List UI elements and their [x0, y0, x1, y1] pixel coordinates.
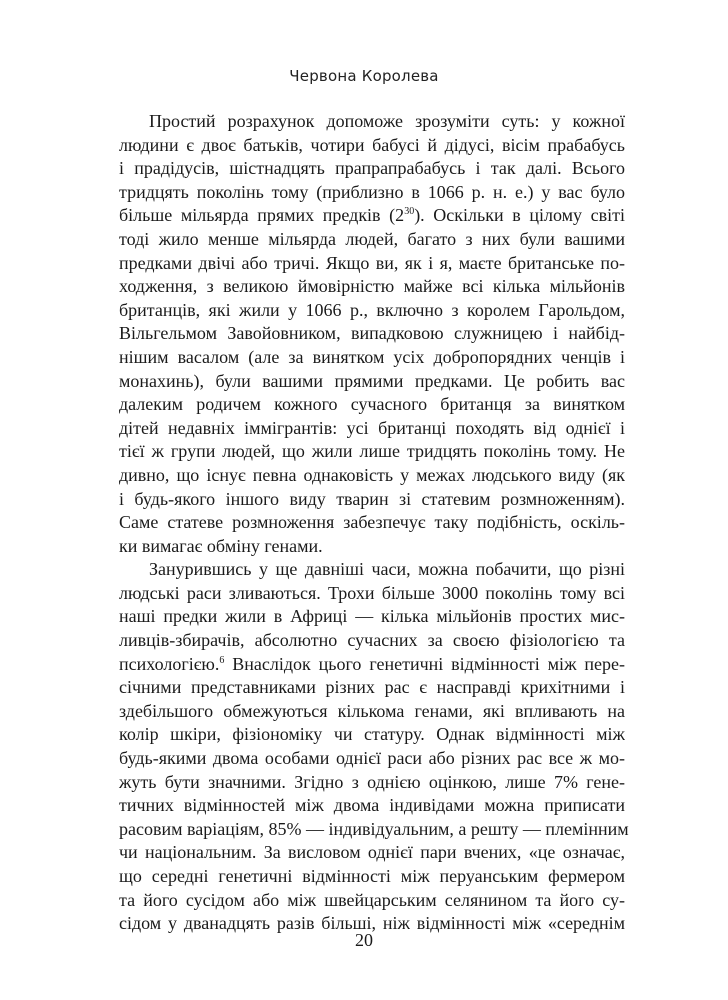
text-line: предками двічі або тричі. Якщо ви, як і я, маєте британське по-: [119, 252, 625, 273]
text-line: січними представниками різних рас є насправді крихітними і: [119, 677, 625, 698]
text-line: монахинь), були вашими прямими предками. Це робить вас: [119, 370, 625, 391]
text-line: і будь-якого іншого виду тварин зі статевим розмноженням).: [119, 488, 625, 509]
text-line: тоді жило менше мільярда людей, багато з них були вашими: [119, 228, 625, 249]
text-line: колір шкіри, фізіономіку чи статуру. Однак відмінності між: [119, 724, 625, 745]
text-line: ки вимагає обміну генами.: [119, 535, 323, 556]
text-line: ходження, з великою ймовірністю майже всі кілька мільйонів: [119, 276, 625, 297]
text-fragment: психологією.: [119, 653, 220, 674]
footnote-marker[interactable]: 6: [219, 654, 225, 666]
text-line: Вільгельмом Завойовником, випадковою служницею і найбід-: [119, 323, 625, 344]
paragraph: [119, 110, 625, 558]
text-line: ливців-збирачів, абсолютно сучасних за своєю фізіологією та: [119, 630, 625, 651]
text-line: та його сусідом або між швейцарським селянином та його су-: [119, 889, 625, 910]
text-fragment: більше мільярда прямих предків (2: [119, 205, 405, 226]
text-line: Саме статеве розмноження забезпечує таку подібність, оскіль-: [119, 512, 625, 533]
text-line: тичних відмінностей між двома індивідами можна приписати: [119, 795, 625, 816]
text-line: далеким родичем кожного сучасного британця за винятком: [119, 394, 625, 415]
text-line: здебільшого обмежуються кількома генами, які впливають на: [119, 700, 625, 721]
page-number: 20: [355, 930, 373, 950]
body-text: [119, 110, 629, 936]
text-line: нішим васалом (але за винятком усіх добропорядних ченців і: [119, 346, 625, 367]
paragraph: [119, 558, 629, 936]
text-fragment: ). Оскільки в цілому світі: [414, 205, 625, 226]
text-line: тридцять поколінь тому (приблизно в 1066 р. н. е.) у вас було: [119, 181, 625, 202]
text-line: і прадідусів, шістнадцять прапрапрабабусь і так далі. Всього: [119, 158, 625, 179]
exponent: 30: [404, 206, 415, 218]
running-header: Червона Королева: [289, 67, 439, 85]
text-line: дивно, що існує певна однаковість у межах людського виду (як: [119, 464, 625, 485]
text-line: [119, 653, 625, 677]
text-line: дітей недавніх іммігрантів: усі британці походять від однієї і: [119, 417, 625, 438]
text-line: чи національним. За висловом однієї пари вчених, «це означає,: [119, 842, 625, 863]
text-line: людські раси зливаються. Трохи більше 3000 поколінь тому всі: [119, 582, 625, 603]
text-line: британців, які жили у 1066 р., включно з королем Гарольдом,: [119, 299, 625, 320]
text-line: сідом у дванадцять разів більші, ніж відмінності між «середнім: [119, 913, 625, 934]
text-line: Занурившись у ще давніші часи, можна побачити, що різні: [149, 559, 625, 580]
text-line: тієї ж групи людей, що жили лише тридцять поколінь тому. Не: [119, 441, 625, 462]
text-line: жуть бути значними. Згідно з однією оцінкою, лише 7% гене-: [119, 771, 625, 792]
text-line: що середні генетичні відмінності між перуанським фермером: [119, 866, 625, 886]
text-line: наші предки жили в Африці — кілька мільйонів простих мис-: [119, 606, 625, 627]
text-line: [119, 204, 625, 228]
text-line: расовим варіаціям, 85% — індивідуальним, а решту — племінним: [119, 818, 629, 839]
text-line: будь-якими двома особами однієї раси або різних рас все ж мо-: [119, 748, 625, 769]
text-fragment: Внаслідок цього генетичні відмінності між пере-: [224, 653, 625, 674]
text-line: Простий розрахунок допоможе зрозуміти суть: у кожної: [149, 111, 625, 131]
text-line: людини є двоє батьків, чотири бабусі й дідусі, вісім прабабусь: [119, 134, 625, 155]
